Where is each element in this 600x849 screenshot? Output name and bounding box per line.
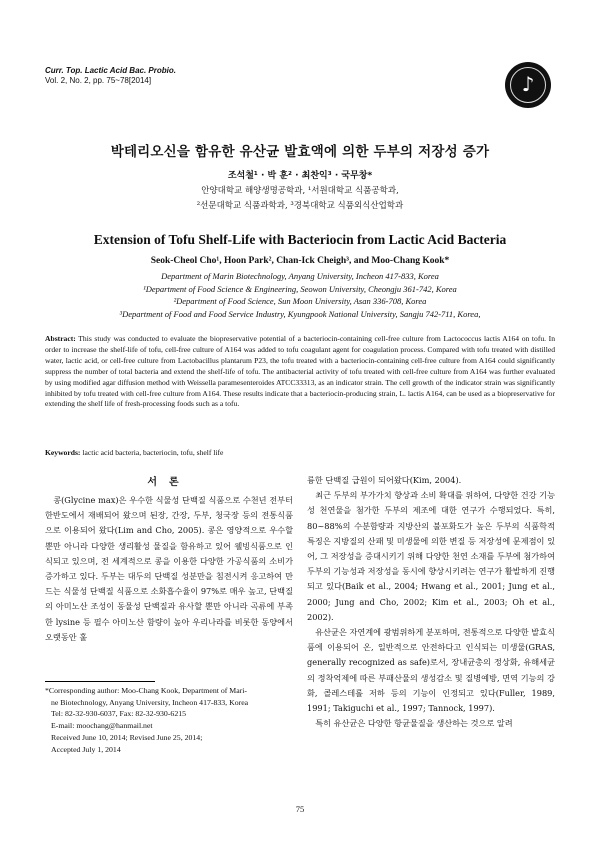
- journal-header: [45, 66, 176, 86]
- footnote-line: Received June 10, 2014; Revised June 25, 2014;: [51, 732, 203, 742]
- page-number: 75: [295, 804, 305, 814]
- affiliation-english: ³Department of Food and Food Service Industry, Kyungpook National University, Sangju 742-711, Korea,: [119, 308, 481, 319]
- right-column: [307, 473, 555, 731]
- affiliation-korean: ²선문대학교 식품과학과, ³경북대학교 식품외식산업학과: [196, 201, 404, 211]
- abstract-text: This study was conducted to evaluate the biopreservative potential of a bacteriocin-containing cell-free culture from Lactococcus lactis A164 on tofu. In order to increase the shelf-life of tofu, cell-free culture of A164 was added to tofu coagulant agent for coagulation process. Compared with tofu treated with distilled water, lactic acid, or cell-free culture from Lactobacillus plantarum P23, the tofu treated with a bacteriocin-containing cell-free culture from A164 could significantly suppress the number of total bacteria and extend the shelf-life of tofu. The antibacterial activity of tofu treated with cell-free culture from A164 was further evaluated by using modified agar diffusion method with Weissella paramesenteroides ATCC33313, as an indicator strain. The cell growth of the indicator strain was significantly inhibited by tofu treated with cell-free culture from A164. These results indicate that a bacteriocin-producing strain, L. lactis A164, can be used as a biopreservative for extending the shelf life of fresh-processing foods such as a tofu.: [45, 334, 555, 409]
- body-paragraph: 유산균은 자연계에 광범위하게 분포하며, 전통적으로 다양한 발효식품에 이용되어 온, 일반적으로 안전하다고 인식되는 미생물(GRAS, generally recognized as safe)로서, 장내균총의 정상화, 유해세균의 정착억제에 따른 부패산물의 생성감소 및 질병예방, 면역 기능의 강화, 콜레스테롤 저하 등의 기능이 인정되고 있다(Fuller, 1989, 1991; Takiguchi et al., 1997; Tannock, 1997).: [307, 627, 555, 714]
- footnote-divider: [45, 681, 155, 682]
- correspondence-footnote: [45, 685, 295, 755]
- keywords-label: Keywords:: [45, 448, 81, 457]
- footnote-line: *Corresponding author: Moo-Chang Kook, Department of Mari-: [45, 686, 248, 695]
- authors-english: Seok-Cheol Cho¹, Hoon Park², Chan-Ick Cheigh³, and Moo-Chang Kook*: [150, 256, 450, 266]
- keywords: [45, 448, 223, 457]
- journal-name: Curr. Top. Lactic Acid Bac. Probio.: [45, 66, 176, 75]
- footnote-email: E-mail: moochang@hanmail.net: [51, 721, 153, 731]
- body-paragraph: 특히 유산균은 다양한 항균물질을 생산하는 것으로 알려: [315, 718, 513, 729]
- body-paragraph: 최근 두부의 부가가치 향상과 소비 확대를 위하여, 다양한 건강 기능성 천연물을 첨가한 두부의 제조에 대한 연구가 수행되었다. 특히, 80~88%의 수분함량과 지방산의 불포화도가 높은 두부의 식품학적 특징은 지방질의 산패 및 미생물에 의한 변질 등 저장성에 문제점이 있어, 그 저장성을 증대시키기 위해 다양한 천연 소재를 두부에 첨가하여 두부의 기능성과 저장성을 동시에 향상시키려는 연구가 활발하게 진행되고 있다(Baik et al., 2004; Hwang et al., 2001; Jung et al., 2000; Jung and Cho, 2002; Kim et al., 2003; Oh et al., 2002).: [307, 490, 555, 622]
- body-paragraph: 륭한 단백질 급원이 되어왔다(Kim, 2004).: [307, 475, 462, 485]
- abstract: [45, 334, 555, 410]
- journal-volume: Vol. 2, No. 2, pp. 75~78[2014]: [45, 76, 152, 85]
- affiliation-english: ²Department of Food Science, Sun Moon University, Asan 336-708, Korea: [173, 296, 427, 306]
- footnote-line: Tel: 82-32-930-6037, Fax: 82-32-930-6215: [51, 709, 187, 719]
- journal-logo: [505, 62, 551, 108]
- keywords-text: lactic acid bacteria, bacteriocin, tofu, shelf life: [82, 448, 224, 457]
- left-column: [45, 493, 293, 645]
- affiliation-english: Department of Marin Biotechnology, Anyang University, Incheon 417-833, Korea: [161, 271, 439, 281]
- affiliation-korean: 안양대학교 해양생명공학과, ¹서원대학교 식품공학과,: [201, 186, 399, 196]
- authors-korean: 조석철¹ · 박 훈² · 최찬익³ · 국무창*: [227, 171, 373, 181]
- logo-note-icon: ♪: [521, 72, 535, 96]
- section-heading-introduction: 서론: [147, 477, 191, 488]
- title-english: Extension of Tofu Shelf-Life with Bacteriocin from Lactic Acid Bacteria: [93, 232, 507, 247]
- footnote-line: Accepted July 1, 2014: [51, 744, 121, 754]
- footnote-line: ne Biotechnology, Anyang University, Incheon 417-833, Korea: [51, 697, 249, 707]
- abstract-label: Abstract:: [45, 334, 76, 343]
- title-korean: 박테리오신을 함유한 유산균 발효액에 의한 두부의 저장성 증가: [110, 144, 490, 160]
- affiliation-english: ¹Department of Food Science & Engineering, Seowon University, Cheongju 361-742, Korea: [143, 283, 457, 294]
- body-paragraph: 콩(Glycine max)은 우수한 식물성 단백질 식품으로 수천년 전부터 한반도에서 재배되어 왔으며 된장, 간장, 두부, 청국장 등의 전통식품으로 이용되어 왔다(Lim and Cho, 2005). 콩은 영양적으로 우수할 뿐만 아니라 다양한 생리활성 물질을 함유하고 있어 웰빙식품으로 인식되고 있으며, 전 세계적으로 콩을 이용한 다양한 가공식품의 소비가 증가하고 있다. 두부는 대두의 단백질 성분만을 침전시켜 응고하여 만드는 식물성 단백질 식품으로 소화흡수율이 97%로 매우 높고, 단백질의 아미노산 조성이 동물성 단백질과 유사할 뿐만 아니라 곡류에 부족한 lysine 등 필수 아미노산 함량이 높아 우리나라를 비롯한 동양에서 오랫동안 훌: [45, 495, 293, 642]
